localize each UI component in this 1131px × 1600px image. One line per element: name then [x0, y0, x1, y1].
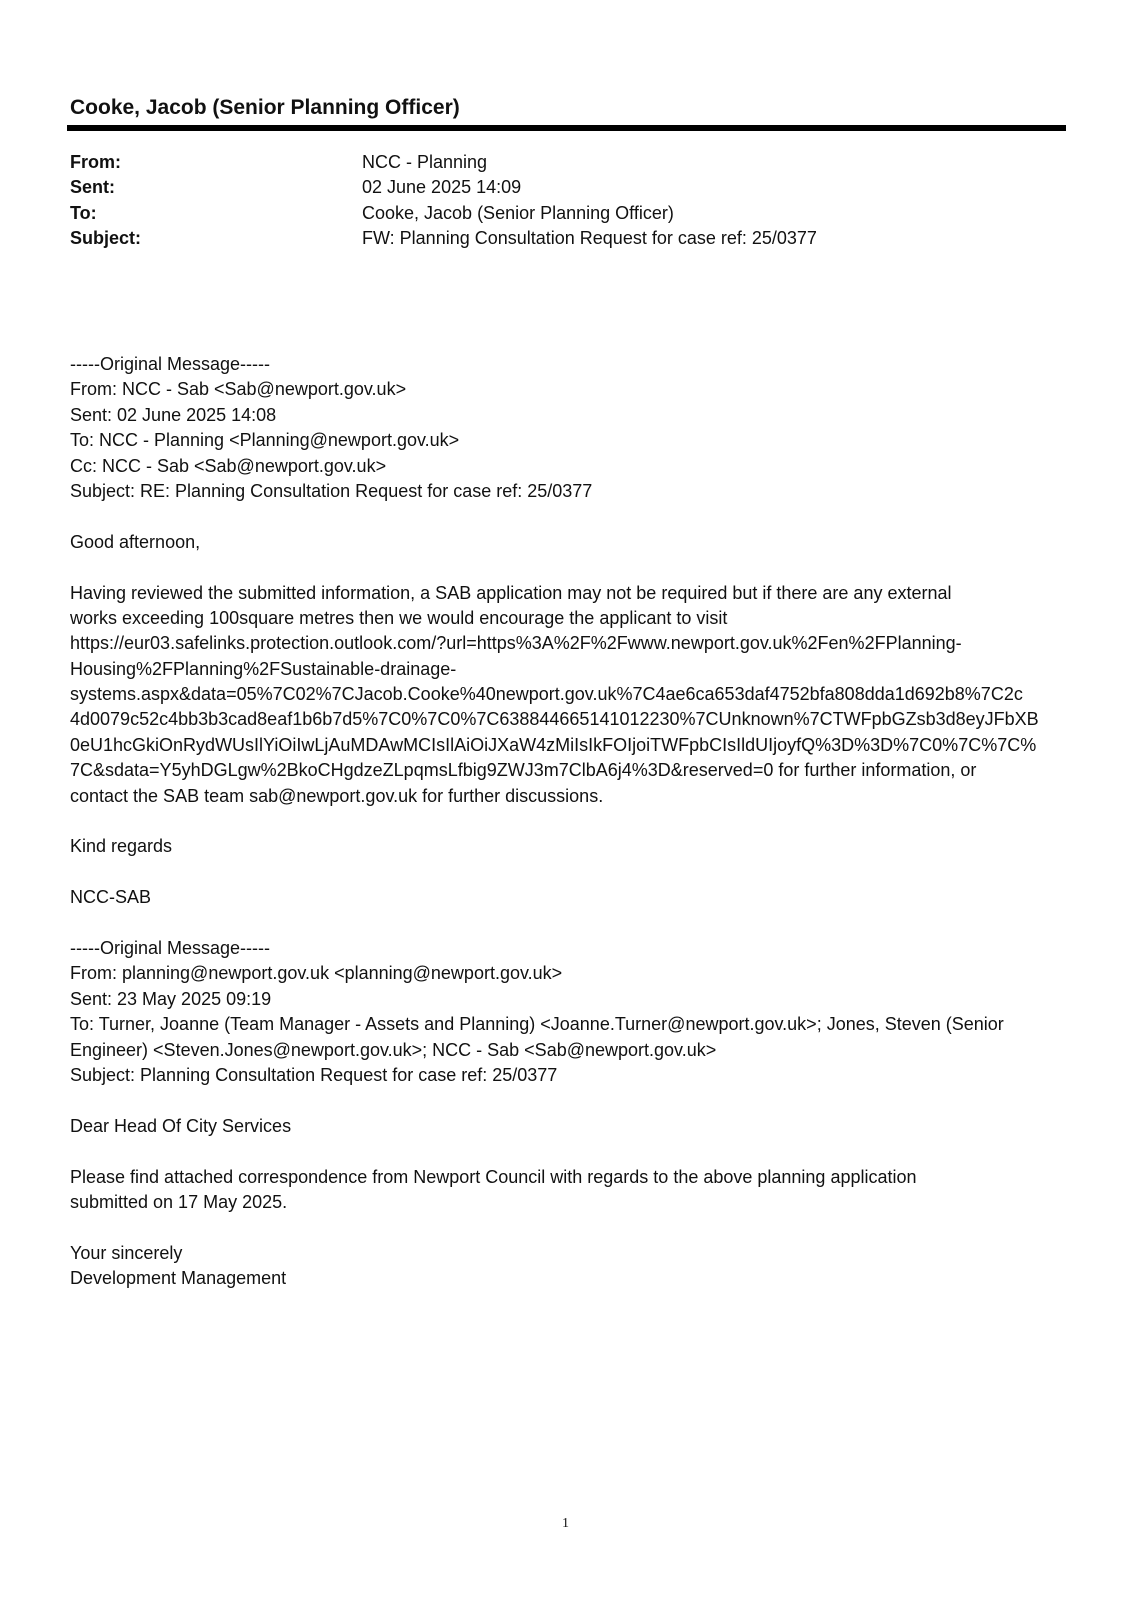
body-line: works exceeding 100square metres then we would encourage the applicant to visit — [70, 607, 728, 628]
header-label: Sent: — [70, 177, 115, 198]
body-line: To: Turner, Joanne (Team Manager - Assets and Planning) <Joanne.Turner@newport.gov.uk>; Jones, Steven (Senior — [70, 1014, 1004, 1035]
blank-line — [70, 809, 1070, 834]
header-row-sent — [70, 175, 817, 200]
body-line: 0eU1hcGkiOnRydWUsIlYiOiIwLjAuMDAwMCIsIlAiOiJXaW4zMiIsIkFOIjoiTWFpbCIsIldUIjoyfQ%3D%3D%7C0%7C%7C% — [70, 734, 1037, 755]
body-line: From: NCC - Sab <Sab@newport.gov.uk> — [70, 379, 407, 400]
header-value: NCC - Planning — [362, 152, 488, 172]
body-line: 4d0079c52c4bb3b3cad8eaf1b6b7d5%7C0%7C0%7C638844665141012230%7CUnknown%7CTWFpbGZsb3d8eyJFbXB — [70, 709, 1039, 730]
blank-line — [70, 1215, 1070, 1240]
email-header — [70, 150, 817, 251]
body-line: contact the SAB team sab@newport.gov.uk for further discussions. — [70, 785, 604, 806]
body-line: Sent: 23 May 2025 09:19 — [70, 988, 272, 1009]
body-line: Please find attached correspondence from Newport Council with regards to the above planning application — [70, 1166, 917, 1187]
blank-line — [70, 504, 1070, 529]
blank-line — [70, 911, 1070, 936]
body-line: Having reviewed the submitted information, a SAB application may not be required but if there are any external — [70, 582, 952, 603]
header-label: From: — [70, 152, 121, 172]
body-line: -----Original Message----- — [70, 354, 271, 374]
body-line: To: NCC - Planning <Planning@newport.gov.uk> — [70, 430, 460, 451]
body-line: systems.aspx&data=05%7C02%7CJacob.Cooke%40newport.gov.uk%7C4ae6ca653daf4752bfa808dda1d692b8%7C2c — [70, 684, 1023, 705]
title-rule — [67, 125, 1066, 131]
blank-line — [70, 1139, 1070, 1164]
blank-line — [70, 555, 1070, 580]
body-line: Development Management — [70, 1268, 287, 1289]
header-value: Cooke, Jacob (Senior Planning Officer) — [362, 202, 674, 223]
header-value: 02 June 2025 14:09 — [362, 177, 522, 198]
header-row-to — [70, 201, 817, 226]
body-line: Good afternoon, — [70, 531, 201, 552]
body-line: Cc: NCC - Sab <Sab@newport.gov.uk> — [70, 455, 387, 476]
header-label: To: — [70, 202, 97, 223]
body-line: Housing%2FPlanning%2FSustainable-drainage- — [70, 658, 457, 679]
body-line: Dear Head Of City Services — [70, 1115, 292, 1136]
body-line: Kind regards — [70, 836, 173, 857]
header-value: FW: Planning Consultation Request for case ref: 25/0377 — [362, 227, 817, 248]
body-line: Sent: 02 June 2025 14:08 — [70, 404, 277, 425]
header-label: Subject: — [70, 227, 142, 248]
body-line: Subject: RE: Planning Consultation Request for case ref: 25/0377 — [70, 480, 593, 501]
body-line: https://eur03.safelinks.protection.outlook.com/?url=https%3A%2F%2Fwww.newport.gov.uk%2Fen%2FPlanning- — [70, 633, 962, 654]
body-line: Subject: Planning Consultation Request for case ref: 25/0377 — [70, 1064, 558, 1085]
page-number: 1 — [562, 1516, 569, 1531]
body-line: NCC-SAB — [70, 887, 152, 908]
body-line: Your sincerely — [70, 1242, 183, 1263]
header-row-subject — [70, 226, 817, 251]
blank-line — [70, 1088, 1070, 1113]
header-row-from — [70, 150, 817, 175]
body-line: submitted on 17 May 2025. — [70, 1191, 288, 1212]
email-body — [70, 352, 1070, 1291]
blank-line — [70, 860, 1070, 885]
body-line: 7C&sdata=Y5yhDGLgw%2BkoCHgdzeZLpqmsLfbig9ZWJ3m7ClbA6j4%3D&reserved=0 for further information, or — [70, 760, 977, 781]
document-title: Cooke, Jacob (Senior Planning Officer) — [70, 96, 460, 119]
body-line: From: planning@newport.gov.uk <planning@newport.gov.uk> — [70, 963, 563, 984]
body-line: Engineer) <Steven.Jones@newport.gov.uk>; NCC - Sab <Sab@newport.gov.uk> — [70, 1039, 717, 1060]
body-line: -----Original Message----- — [70, 937, 271, 958]
